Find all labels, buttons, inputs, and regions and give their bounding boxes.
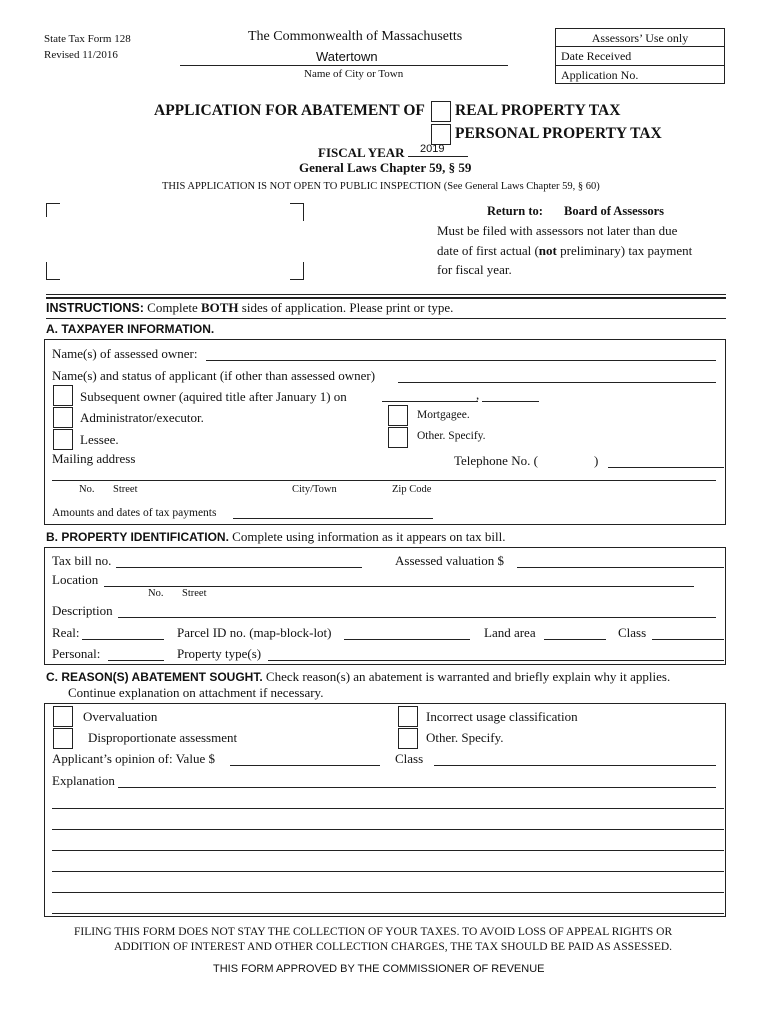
- parcel-id-field[interactable]: [344, 639, 470, 640]
- overvaluation-checkbox[interactable]: [53, 706, 73, 727]
- incorrect-usage-checkbox[interactable]: [398, 706, 418, 727]
- personal-property-label: PERSONAL PROPERTY TAX: [455, 125, 662, 142]
- telephone-label: Telephone No. (: [454, 453, 538, 468]
- explanation-line-1[interactable]: [118, 787, 716, 788]
- return-to: Board of Assessors: [564, 204, 665, 218]
- address-corner-tl: [46, 203, 60, 217]
- overvaluation-label: Overvaluation: [83, 709, 158, 724]
- section-b-box: [44, 547, 726, 665]
- city-value[interactable]: Watertown: [316, 49, 378, 64]
- tax-bill-label: Tax bill no.: [52, 553, 112, 568]
- description-label: Description: [52, 603, 113, 618]
- personal-field[interactable]: [108, 660, 164, 661]
- personal-label: Personal:: [52, 646, 101, 661]
- applicant-field[interactable]: [398, 382, 716, 383]
- amounts-label: Amounts and dates of tax payments: [52, 507, 217, 519]
- explanation-line-7[interactable]: [52, 913, 724, 914]
- other-owner-checkbox[interactable]: [388, 427, 408, 448]
- explanation-label: Explanation: [52, 773, 115, 788]
- lessee-label: Lessee.: [80, 432, 119, 447]
- class-field-b[interactable]: [652, 639, 724, 640]
- class-field-c[interactable]: [434, 765, 716, 766]
- title-prefix: APPLICATION FOR ABATEMENT OF: [154, 102, 425, 119]
- subsequent-owner-checkbox[interactable]: [53, 385, 73, 406]
- subsequent-year-field[interactable]: [482, 401, 539, 402]
- class-label-c: Class: [395, 751, 424, 766]
- administrator-checkbox[interactable]: [53, 407, 73, 428]
- address-corner-bl: [46, 262, 60, 280]
- owner-label: Name(s) of assessed owner:: [52, 346, 198, 361]
- property-types-field[interactable]: [268, 660, 724, 661]
- telephone-field[interactable]: [608, 467, 724, 468]
- amounts-field[interactable]: [233, 518, 433, 519]
- return-line2: date of first actual (not preliminary) tax payment: [437, 243, 693, 258]
- application-no-label: Application No.: [561, 68, 639, 82]
- administrator-label: Administrator/executor.: [80, 410, 204, 425]
- parcel-id-label: Parcel ID no. (map-block-lot): [177, 625, 332, 640]
- explanation-line-4[interactable]: [52, 850, 724, 851]
- mortgagee-label: Mortgagee.: [417, 409, 470, 421]
- mailing-address-field[interactable]: [52, 480, 716, 481]
- footer-warning-1: FILING THIS FORM DOES NOT STAY THE COLLECTION OF YOUR TAXES. TO AVOID LOSS OF APPEAL RIGHTS OR: [74, 926, 673, 938]
- real-property-checkbox[interactable]: [431, 101, 451, 122]
- inspection-notice: THIS APPLICATION IS NOT OPEN TO PUBLIC INSPECTION (See General Laws Chapter 59, § 60): [162, 181, 600, 192]
- date-received-label: Date Received: [561, 49, 632, 63]
- other-reason-checkbox[interactable]: [398, 728, 418, 749]
- explanation-line-6[interactable]: [52, 892, 724, 893]
- commonwealth-title: The Commonwealth of Massachusetts: [248, 29, 463, 44]
- return-line1: Must be filed with assessors not later than due: [437, 223, 678, 238]
- assessors-box: [555, 28, 725, 84]
- land-area-field[interactable]: [544, 639, 606, 640]
- city-line: [180, 65, 508, 66]
- real-property-label: REAL PROPERTY TAX: [455, 102, 621, 119]
- city-caption: Name of City or Town: [304, 68, 404, 80]
- disproportionate-label: Disproportionate assessment: [88, 730, 238, 745]
- instructions: INSTRUCTIONS: Complete BOTH sides of application. Please print or type.: [46, 300, 454, 315]
- land-area-label: Land area: [484, 625, 536, 640]
- address-corner-br: [290, 262, 304, 280]
- section-c-title-row: C. REASON(S) ABATEMENT SOUGHT. Check reason(s) an abatement is warranted and briefly explain why it applies.: [46, 669, 671, 684]
- explanation-line-3[interactable]: [52, 829, 724, 830]
- opinion-value-field[interactable]: [230, 765, 380, 766]
- subsequent-owner-label: Subsequent owner (aquired title after January 1) on: [80, 389, 347, 404]
- location-label: Location: [52, 572, 99, 587]
- form-id: State Tax Form 128: [44, 33, 131, 45]
- return-label: Return to:: [487, 204, 543, 218]
- explanation-line-2[interactable]: [52, 808, 724, 809]
- real-label: Real:: [52, 625, 80, 640]
- fiscal-year-label: FISCAL YEAR: [318, 145, 405, 160]
- class-label-b: Class: [618, 625, 647, 640]
- applicant-label: Name(s) and status of applicant (if other than assessed owner): [52, 368, 376, 383]
- description-field[interactable]: [118, 617, 716, 618]
- incorrect-usage-label: Incorrect usage classification: [426, 709, 578, 724]
- other-owner-label: Other. Specify.: [417, 430, 486, 442]
- explanation-line-5[interactable]: [52, 871, 724, 872]
- mortgagee-checkbox[interactable]: [388, 405, 408, 426]
- assessed-valuation-label: Assessed valuation $: [395, 553, 505, 568]
- real-field[interactable]: [82, 639, 164, 640]
- section-a-box: [44, 339, 726, 525]
- opinion-label: Applicant’s opinion of: Value $: [52, 751, 215, 766]
- owner-field[interactable]: [206, 360, 716, 361]
- tax-bill-field[interactable]: [116, 567, 362, 568]
- mailing-label: Mailing address: [52, 451, 136, 466]
- assessed-valuation-field[interactable]: [517, 567, 724, 568]
- section-c-continue: Continue explanation on attachment if necessary.: [68, 685, 324, 700]
- property-types-label: Property type(s): [177, 646, 262, 661]
- assessors-title: Assessors’ Use only: [591, 31, 689, 45]
- law-reference: General Laws Chapter 59, § 59: [299, 160, 472, 175]
- section-a-title: A. TAXPAYER INFORMATION.: [46, 322, 215, 336]
- personal-property-checkbox[interactable]: [431, 124, 451, 145]
- address-corner-tr: [290, 203, 304, 221]
- disproportionate-checkbox[interactable]: [53, 728, 73, 749]
- location-field[interactable]: [104, 586, 694, 587]
- section-b-title-row: B. PROPERTY IDENTIFICATION. Complete using information as it appears on tax bill.: [46, 529, 506, 544]
- subsequent-date-field[interactable]: [382, 401, 478, 402]
- revised-date: Revised 11/2016: [44, 49, 118, 61]
- lessee-checkbox[interactable]: [53, 429, 73, 450]
- fiscal-year-value[interactable]: 2019: [420, 143, 445, 155]
- footer-warning-2: ADDITION OF INTEREST AND OTHER COLLECTION CHARGES, THE TAX SHOULD BE PAID AS ASSESSED.: [114, 941, 673, 953]
- other-reason-label: Other. Specify.: [426, 730, 504, 745]
- return-line3: for fiscal year.: [437, 262, 512, 277]
- footer-approved: THIS FORM APPROVED BY THE COMMISSIONER OF REVENUE: [213, 963, 545, 975]
